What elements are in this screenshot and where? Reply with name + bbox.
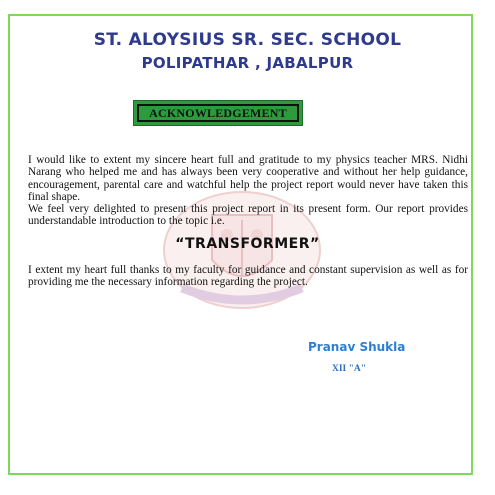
student-name: Pranav Shukla [308, 340, 406, 354]
school-name: ST. ALOYSIUS SR. SEC. SCHOOL [93, 30, 402, 50]
project-topic: “TRANSFORMER” [175, 236, 320, 252]
acknowledgement-heading-box [133, 100, 303, 126]
paragraph-introduction: We feel very delighted to present this project report in its present form. Our report provides understandable introduction to the topic i.e. [28, 203, 468, 228]
acknowledgement-heading: ACKNOWLEDGEMENT [137, 104, 299, 122]
paragraph-gratitude: I would like to extent my sincere heart full and gratitude to my physics teacher MRS. Nidhi Narang who helped me and has always been very cooperative and without her help guidance, encouragement, parental care and watchful help the project report would never have taken this final shape. [28, 154, 468, 203]
paragraph-thanks: I extent my heart full thanks to my faculty for guidance and constant supervision as well as for providing me the necessary information regarding the project. [28, 264, 468, 289]
school-address: POLIPATHAR , JABALPUR [141, 54, 354, 72]
student-class: XII "A" [332, 364, 367, 374]
